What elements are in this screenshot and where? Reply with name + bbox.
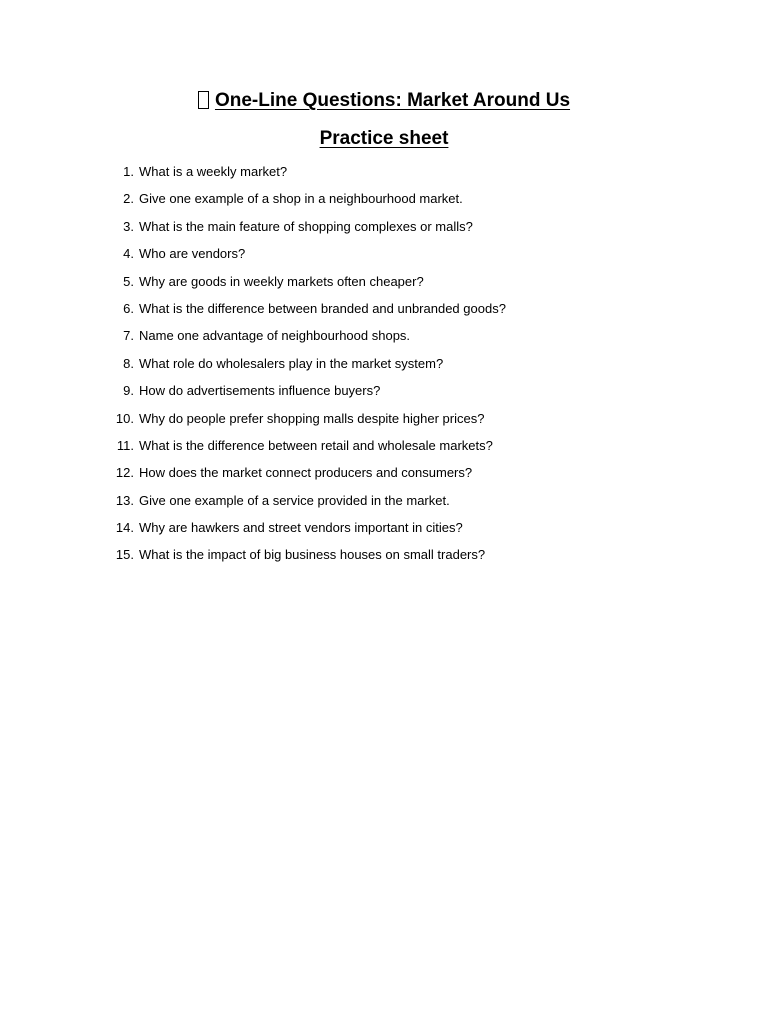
question-number: 4. [123,246,134,262]
question-number: 1. [123,164,134,179]
question-text: What is the impact of big business houses on small traders? [139,547,486,563]
question-text: Why are goods in weekly markets often cheaper? [139,273,424,289]
list-item [0,160,768,187]
question-text: What role do wholesalers play in the market system? [139,355,444,371]
question-text: What is the difference between retail and wholesale markets? [139,437,493,453]
question-number: 9. [123,383,134,399]
page-title [0,89,768,113]
subtitle-text: Practice sheet [319,128,449,149]
question-number: 12. [115,465,134,481]
title-text: One-Line Questions: Market Around Us [214,90,571,111]
question-number: 7. [123,328,134,344]
question-number: 5. [123,273,134,289]
missing-glyph-icon [198,91,209,109]
question-number: 13. [115,492,134,508]
question-number: 2. [123,191,134,207]
question-text: Name one advantage of neighbourhood shops. [139,328,411,344]
list-item [0,297,768,324]
list-item [0,516,768,543]
list-item [0,187,768,214]
question-number: 8. [123,355,134,371]
list-item [0,270,768,297]
list-item [0,407,768,434]
page-subtitle [0,127,768,151]
question-text: What is the main feature of shopping complexes or malls? [139,218,473,234]
question-number: 14. [115,520,134,536]
list-item [0,324,768,351]
list-item [0,242,768,269]
question-text: What is the difference between branded and unbranded goods? [139,300,506,316]
list-item [0,489,768,516]
title-underlined [198,90,570,111]
question-text: Why are hawkers and street vendors important in cities? [139,520,463,536]
list-item [0,461,768,488]
list-item [0,543,768,570]
question-number: 10. [115,410,134,426]
question-text: Why do people prefer shopping malls despite higher prices? [139,410,485,426]
list-item [0,379,768,406]
list-item [0,215,768,242]
list-item [0,352,768,379]
question-text: How does the market connect producers and consumers? [139,465,473,481]
question-number: 11. [116,437,134,453]
question-text: Who are vendors? [139,246,246,262]
question-number: 3. [123,218,134,234]
question-text: Give one example of a shop in a neighbourhood market. [139,191,463,207]
question-number: 15. [115,547,134,563]
question-text: What is a weekly market? [139,164,288,179]
list-item [0,434,768,461]
question-number: 6. [123,300,134,316]
question-text: How do advertisements influence buyers? [139,383,381,399]
question-text: Give one example of a service provided in the market. [139,492,450,508]
question-list [0,160,768,571]
